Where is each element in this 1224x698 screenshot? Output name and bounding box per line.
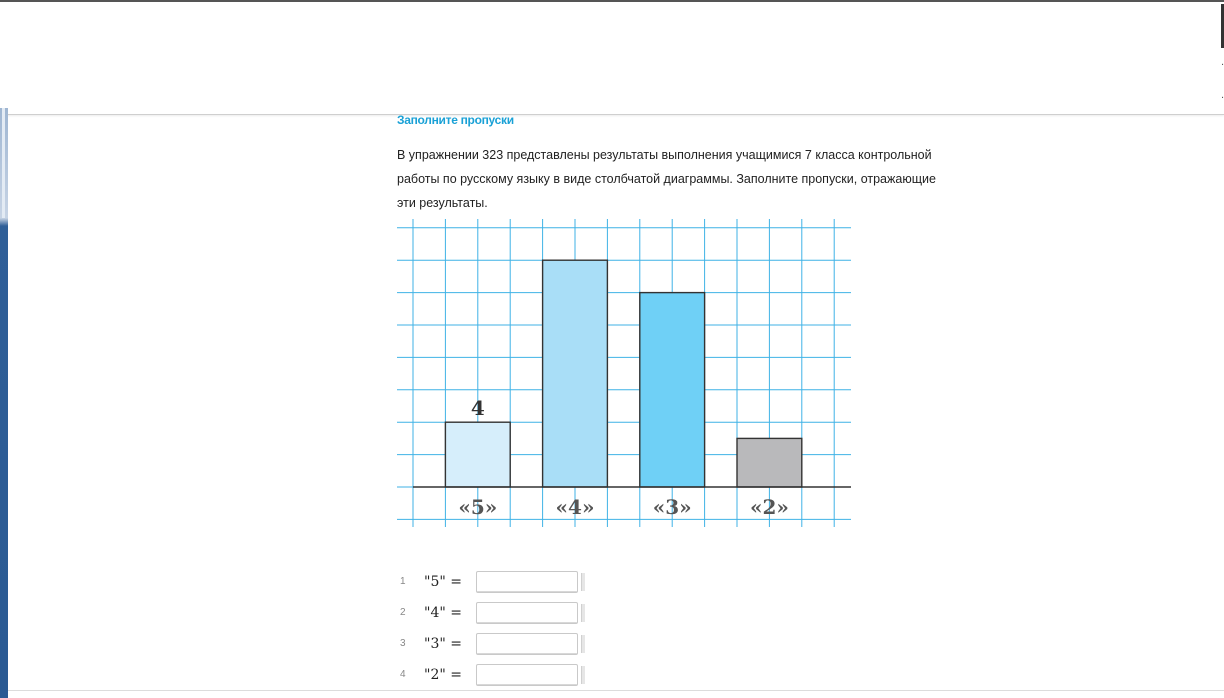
input-handle	[581, 635, 585, 653]
chart-bar	[640, 293, 705, 487]
answer-label: "4" =	[424, 604, 462, 621]
chart-bar	[543, 260, 608, 487]
row-number: 3	[400, 638, 406, 649]
answer-row	[400, 566, 585, 597]
task-heading: Заполните пропуски	[397, 113, 514, 127]
answer-input-4[interactable]	[476, 602, 578, 624]
answer-label: "5" =	[424, 573, 462, 590]
input-handle	[581, 573, 585, 591]
data-label: 4	[470, 396, 485, 421]
edge-mark: .	[1220, 56, 1224, 68]
divider	[8, 690, 1224, 691]
edge-mark: .	[1220, 89, 1224, 101]
category-label: «4»	[555, 495, 595, 519]
category-label: «2»	[749, 495, 789, 519]
row-number: 2	[400, 607, 406, 618]
row-number: 1	[400, 576, 406, 587]
answer-label: "3" =	[424, 635, 462, 652]
input-handle	[581, 604, 585, 622]
chart-bars	[445, 260, 801, 487]
answer-input-5[interactable]	[476, 571, 578, 593]
category-label: «3»	[652, 495, 692, 519]
category-label: «5»	[458, 495, 498, 519]
chart-bar	[445, 422, 510, 487]
answer-form	[400, 566, 585, 690]
answer-row	[400, 628, 585, 659]
answer-label: "2" =	[424, 666, 462, 683]
chart-bar	[737, 438, 802, 487]
bar-chart	[397, 219, 851, 527]
answer-input-2[interactable]	[476, 664, 578, 686]
input-handle	[581, 666, 585, 684]
answer-row	[400, 597, 585, 628]
answer-input-3[interactable]	[476, 633, 578, 655]
top-bar	[0, 0, 1224, 115]
row-number: 4	[400, 669, 406, 680]
task-description: В упражнении 323 представлены результаты выполнения учащимися 7 класса контрольной работы по русскому языку в виде столбчатой диаграммы. Заполните пропуски, отражающие эти результаты.	[397, 148, 936, 210]
answer-row	[400, 659, 585, 690]
left-sidebar-strip	[0, 108, 8, 698]
